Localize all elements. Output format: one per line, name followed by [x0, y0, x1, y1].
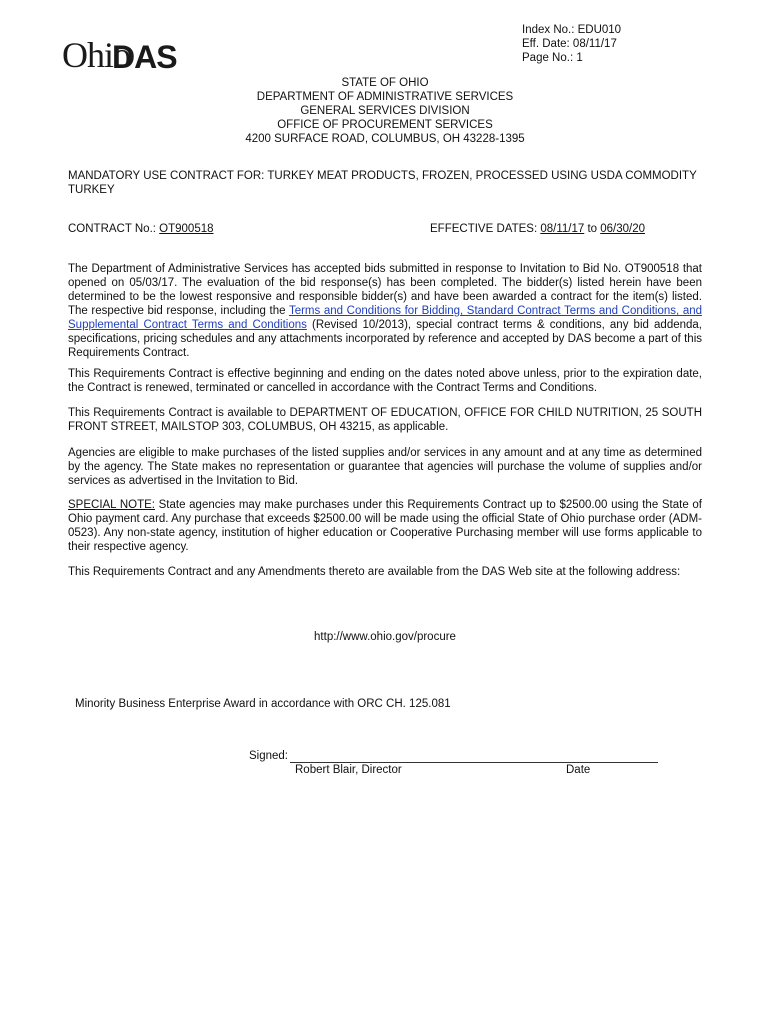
header-line: STATE OF OHIO [341, 77, 429, 89]
paragraph-line: the Contract is renewed, terminated or cancelled in accordance with the Contract Terms and Conditions. [68, 382, 598, 394]
contract-number [68, 222, 214, 236]
effective-date: Eff. Date: 08/11/17 [522, 38, 617, 50]
paragraph-line: specifications, pricing schedules and any attachments incorporated by reference and accepted by DAS become a part of this [68, 333, 702, 345]
paragraph-line: This Requirements Contract is available to DEPARTMENT OF EDUCATION, OFFICE FOR CHILD NUTRITION, 25 SOUTH [68, 407, 702, 419]
supplemental-terms-link[interactable]: Supplemental Contract Terms and Conditions [68, 319, 307, 331]
mbe-award-note: Minority Business Enterprise Award in accordance with ORC CH. 125.081 [75, 698, 451, 710]
contract-title-line2: TURKEY [68, 184, 115, 196]
signed-label: Signed: [249, 750, 289, 762]
contract-number-value: OT900518 [159, 223, 214, 235]
ohio-das-logo [62, 33, 177, 79]
header-line: DEPARTMENT OF ADMINISTRATIVE SERVICES [256, 91, 514, 103]
paragraph-line: FRONT STREET, MAILSTOP 303, COLUMBUS, OH 43215, as applicable. [68, 421, 449, 433]
effective-paragraph [68, 367, 702, 395]
effective-start-date: 08/11/17 [540, 223, 585, 235]
paragraph-line: Agencies are eligible to make purchases of the listed supplies and/or services in any amount and at any time as determined [68, 447, 702, 459]
signer-name: Robert Blair, Director [295, 764, 402, 776]
paragraph-line: services as advertised in the Invitation to Bid. [68, 475, 299, 487]
paragraph-line [68, 304, 702, 318]
paragraph-text: (Revised 10/2013), special contract terms & conditions, any bid addenda, [306, 319, 702, 331]
paragraph-line: The Department of Administrative Services has accepted bids submitted in response to Invitation to Bid No. OT900518 that [68, 263, 702, 275]
award-paragraph [68, 262, 702, 360]
document-meta [522, 23, 621, 65]
terms-conditions-link[interactable]: Terms and Conditions for Bidding, Standard Contract Terms and Conditions, and [288, 305, 703, 317]
paragraph-line: This Requirements Contract is effective beginning and ending on the dates noted above unless, prior to the expiration date, [68, 368, 702, 380]
paragraph-line [68, 498, 702, 512]
index-number: Index No.: EDU010 [522, 24, 622, 36]
agency-header [0, 76, 770, 146]
header-line: 4200 SURFACE ROAD, COLUMBUS, OH 43228-1395 [245, 133, 525, 145]
paragraph-line [68, 318, 702, 332]
effective-dates [430, 222, 645, 236]
paragraph-line: by the agency. The State makes no representation or guarantee that agencies will purchase the volume of supplies and/or [68, 461, 702, 473]
special-note-paragraph [68, 498, 702, 554]
contract-title-line1: MANDATORY USE CONTRACT FOR: TURKEY MEAT PRODUCTS, FROZEN, PROCESSED USING USDA COMMODITY [68, 170, 697, 182]
eligibility-paragraph [68, 446, 702, 488]
web-site-paragraph: This Requirements Contract and any Amendments thereto are available from the DAS Web site at the following address: [68, 566, 681, 578]
paragraph-line: determined to be the lowest responsive and responsible bidder(s) and have been awarded a contract for the item(s) listed. [68, 291, 702, 303]
paragraph-line: their respective agency. [68, 541, 189, 553]
paragraph-text: State agencies may make purchases under this Requirements Contract up to $2500.00 using the State of [154, 499, 702, 511]
availability-paragraph [68, 406, 702, 434]
page-number: Page No.: 1 [522, 52, 583, 64]
header-line: OFFICE OF PROCUREMENT SERVICES [277, 119, 493, 131]
procure-url[interactable]: http://www.ohio.gov/procure [314, 631, 456, 643]
effective-end-date: 06/30/20 [600, 223, 645, 235]
logo-das-text: DAS [112, 39, 177, 75]
paragraph-line: Requirements Contract. [68, 347, 190, 359]
effective-dates-label: EFFECTIVE DATES: [430, 223, 541, 235]
paragraph-text: The respective bid response, including the [68, 305, 289, 317]
effective-to: to [584, 223, 601, 235]
paragraph-line: opened on 05/03/17. The evaluation of the bid response(s) has been completed. The bidder(s) listed herein have been [68, 277, 702, 289]
paragraph-line: 0523). Any non-state agency, institution of higher education or Cooperative Purchasing member will use forms applicable to [68, 527, 702, 539]
special-note-label: SPECIAL NOTE: [68, 499, 155, 511]
contract-number-label: CONTRACT No.: [68, 223, 160, 235]
paragraph-line: Ohio payment card. Any purchase that exceeds $2500.00 will be made using the official State of Ohio purchase order (ADM- [68, 513, 702, 525]
header-line: GENERAL SERVICES DIVISION [300, 105, 470, 117]
date-label: Date [566, 764, 591, 776]
logo-ohio-text: Ohio [62, 35, 130, 75]
